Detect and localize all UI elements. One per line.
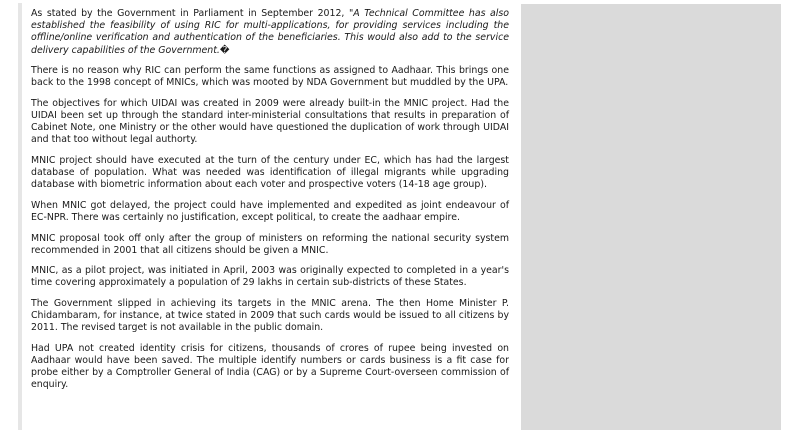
replacement-char-glyph: �	[219, 44, 230, 56]
paragraph-5: When MNIC got delayed, the project could have implemented and expedited as joint endeavour of EC-NPR. There was certainly no justification, except political, to create the aadhaar empire.	[31, 199, 509, 224]
left-border-rule	[18, 3, 22, 430]
paragraph-3: The objectives for which UIDAI was created in 2009 were already built-in the MNIC project. Had the UIDAI been set up through the standard inter-ministerial consultations that results in preparation of Cabinet Note, one Ministry or the other would have questioned the duplication of work through UIDAI and that too without legal authorty.	[31, 97, 509, 146]
paragraph-4: MNIC project should have executed at the turn of the century under EC, which has had the largest database of population. What was needed was identification of illegal migrants while upgrading database with biometric information about each voter and prospective voters (14-18 age group).	[31, 154, 509, 191]
paragraph-1-lead: As stated by the Government in Parliament in September 2012, "	[31, 8, 354, 19]
sidebar-panel	[521, 4, 781, 430]
paragraph-8: The Government slipped in achieving its targets in the MNIC arena. The then Home Minister P. Chidambaram, for instance, at twice stated in 2009 that such cards would be issued to all citizens by 2011. The revised target is not available in the public domain.	[31, 297, 509, 334]
paragraph-9: Had UPA not created identity crisis for citizens, thousands of crores of rupee being invested on Aadhaar would have been saved. The multiple identify numbers or cards business is a fit case for probe either by a Comptroller General of India (CAG) or by a Supreme Court-overseen commission of enquiry.	[31, 342, 509, 391]
paragraph-1	[31, 8, 509, 57]
paragraph-7: MNIC, as a pilot project, was initiated in April, 2003 was originally expected to completed in a year's time covering approximately a population of 29 lakhs in certain sub-districts of these States.	[31, 265, 509, 289]
article-body	[31, 8, 509, 400]
paragraph-1-quote: A Technical Committee has also established the feasibility of using RIC for multi-applications, for providing services including the offline/online verification and authentication of the beneficiaries. This would also add to the service delivery capabilities of the Government.	[31, 8, 509, 56]
paragraph-6: MNIC proposal took off only after the group of ministers on reforming the national security system recommended in 2001 that all citizens should be given a MNIC.	[31, 232, 509, 256]
paragraph-2: There is no reason why RIC can perform the same functions as assigned to Aadhaar. This brings one back to the 1998 concept of MNICs, which was mooted by NDA Government but muddled by the UPA.	[31, 65, 509, 89]
